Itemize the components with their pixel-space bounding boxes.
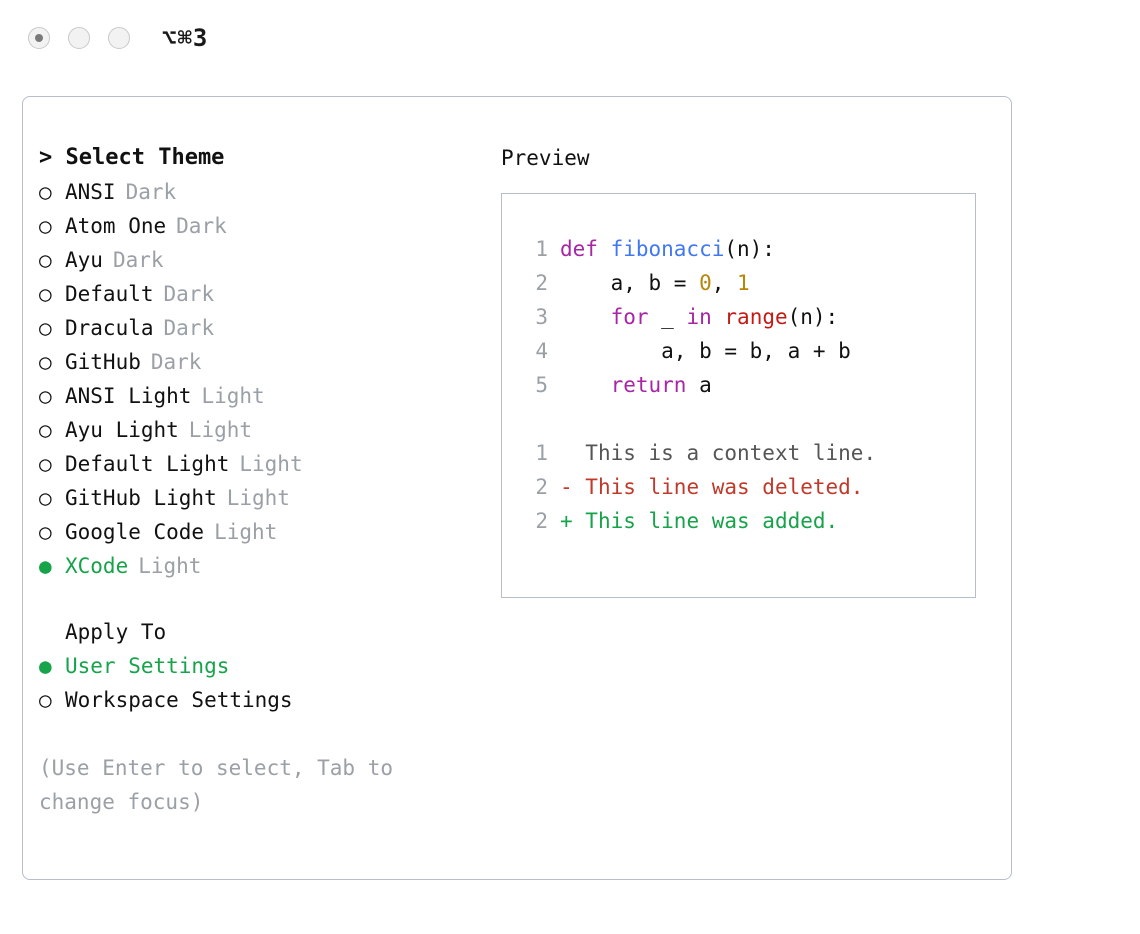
diff-marker <box>560 441 585 465</box>
code-line <box>520 334 975 368</box>
theme-option-label: Ayu <box>65 248 103 272</box>
code-token: return <box>610 373 687 397</box>
diff-marker: - <box>560 475 586 499</box>
radio-unselected-icon: ○ <box>39 418 52 442</box>
theme-option-label: Default <box>65 282 154 306</box>
theme-variant-label: Dark <box>150 350 202 374</box>
title-bar <box>0 0 1140 76</box>
apply-to-option-label: User Settings <box>65 654 230 678</box>
diff-line <box>520 436 975 470</box>
code-token: a <box>686 373 712 397</box>
theme-option-label: XCode <box>65 554 129 578</box>
code-token <box>560 373 611 397</box>
theme-option[interactable] <box>39 481 485 515</box>
theme-option[interactable] <box>39 379 485 413</box>
code-token <box>712 305 725 329</box>
code-token: in <box>686 305 712 329</box>
radio-selected-icon: ● <box>39 654 52 678</box>
radio-unselected-icon: ○ <box>39 350 52 374</box>
theme-variant-label: Light <box>188 418 253 442</box>
line-number: 2 <box>535 475 548 499</box>
radio-unselected-icon: ○ <box>39 248 52 272</box>
code-token: range <box>724 305 788 329</box>
code-token: 0 <box>699 271 712 295</box>
theme-option-label: Dracula <box>65 316 154 340</box>
theme-option[interactable] <box>39 175 485 209</box>
diff-sample <box>520 436 975 538</box>
theme-variant-label: Light <box>138 554 202 578</box>
radio-unselected-icon: ○ <box>39 452 52 476</box>
radio-unselected-icon: ○ <box>39 688 52 712</box>
traffic-light-close-icon[interactable] <box>28 27 50 49</box>
radio-selected-icon: ● <box>39 554 52 578</box>
theme-option[interactable] <box>39 311 485 345</box>
code-sample <box>520 232 975 402</box>
preview-title: Preview <box>501 146 590 170</box>
theme-list <box>39 175 485 583</box>
line-number: 1 <box>535 441 548 465</box>
theme-variant-label: Dark <box>112 248 164 272</box>
diff-text: This line was deleted. <box>585 475 864 499</box>
apply-to-option[interactable] <box>39 683 485 717</box>
code-token: (n): <box>787 305 839 329</box>
keyboard-hint: (Use Enter to select, Tab to change focus) <box>39 756 394 814</box>
code-token: a, b = b, a + b <box>560 339 851 363</box>
traffic-light-maximize-icon[interactable] <box>108 27 130 49</box>
theme-variant-label: Light <box>239 452 303 476</box>
theme-option[interactable] <box>39 413 485 447</box>
code-token: a, b = <box>560 271 700 295</box>
code-token <box>560 305 611 329</box>
preview-box <box>501 193 976 598</box>
line-number: 2 <box>535 271 548 295</box>
line-number: 5 <box>535 373 548 397</box>
diff-marker: + <box>560 509 586 533</box>
theme-variant-label: Dark <box>163 316 215 340</box>
code-line <box>520 368 975 402</box>
theme-variant-label: Light <box>226 486 290 510</box>
line-number: 1 <box>535 237 548 261</box>
theme-option-label: Default Light <box>65 452 230 476</box>
line-number: 2 <box>535 509 548 533</box>
code-token: def <box>560 237 611 261</box>
code-token: fibonacci <box>610 237 725 261</box>
theme-option[interactable] <box>39 447 485 481</box>
preview-column <box>485 141 1011 819</box>
theme-variant-label: Light <box>201 384 265 408</box>
theme-option[interactable] <box>39 209 485 243</box>
diff-line <box>520 470 975 504</box>
code-line <box>520 266 975 300</box>
theme-variant-label: Dark <box>176 214 227 238</box>
radio-unselected-icon: ○ <box>39 520 52 544</box>
code-line <box>520 300 975 334</box>
code-token: (n): <box>724 237 775 261</box>
theme-option[interactable] <box>39 515 485 549</box>
theme-option-label: Atom One <box>65 214 167 238</box>
apply-to-option-label: Workspace Settings <box>65 688 293 712</box>
line-number: 3 <box>535 305 548 329</box>
theme-selector-panel <box>22 96 1012 880</box>
code-token: for <box>610 305 649 329</box>
code-token: , <box>711 271 738 295</box>
theme-option[interactable] <box>39 549 485 583</box>
traffic-light-minimize-icon[interactable] <box>68 27 90 49</box>
diff-text: This line was added. <box>585 509 839 533</box>
radio-unselected-icon: ○ <box>39 180 52 204</box>
radio-unselected-icon: ○ <box>39 384 52 408</box>
theme-option[interactable] <box>39 277 485 311</box>
apply-to-heading: Apply To <box>65 620 167 644</box>
theme-option-label: GitHub Light <box>65 486 217 510</box>
theme-option-label: ANSI Light <box>65 384 192 408</box>
theme-option-label: GitHub <box>65 350 141 374</box>
theme-option-label: ANSI <box>65 180 116 204</box>
theme-option-label: Ayu Light <box>65 418 179 442</box>
keyboard-shortcut-label: ⌥⌘3 <box>162 24 209 52</box>
theme-list-column <box>23 141 485 819</box>
radio-unselected-icon: ○ <box>39 214 52 238</box>
select-theme-heading: > Select Theme <box>39 145 225 170</box>
theme-option-label: Google Code <box>65 520 205 544</box>
radio-unselected-icon: ○ <box>39 486 52 510</box>
radio-unselected-icon: ○ <box>39 316 52 340</box>
apply-to-option[interactable] <box>39 649 485 683</box>
code-token: _ <box>648 305 687 329</box>
code-token: 1 <box>737 271 750 295</box>
theme-variant-label: Dark <box>163 282 215 306</box>
apply-to-list <box>39 649 485 717</box>
theme-option[interactable] <box>39 345 485 379</box>
theme-variant-label: Dark <box>125 180 177 204</box>
theme-variant-label: Light <box>214 520 278 544</box>
code-line <box>520 232 975 266</box>
radio-unselected-icon: ○ <box>39 282 52 306</box>
line-number: 4 <box>535 339 548 363</box>
theme-option[interactable] <box>39 243 485 277</box>
diff-text: This is a context line. <box>585 441 877 465</box>
diff-line <box>520 504 975 538</box>
